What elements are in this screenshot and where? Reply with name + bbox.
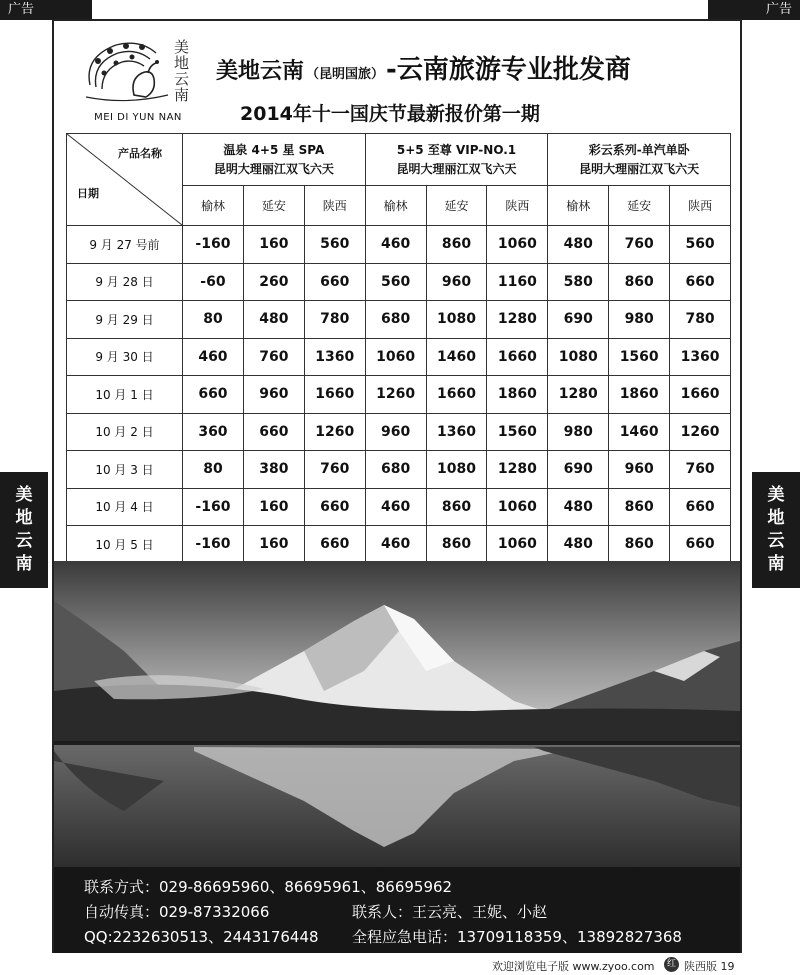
table-row xyxy=(67,451,731,489)
price-cell: 780 xyxy=(670,301,731,339)
date-cell: 9 月 29 日 xyxy=(67,301,183,339)
price-cell: 1280 xyxy=(487,301,548,339)
brand-note: （昆明国旅） xyxy=(306,67,385,82)
price-cell: 560 xyxy=(670,226,731,264)
contact-phones: 联系方式：029-86695960、86695961、86695962 xyxy=(84,878,453,896)
ad-tag-right: 广告 xyxy=(708,0,800,20)
price-subtitle: 2014年十一国庆节最新报价第一期 xyxy=(240,103,540,125)
price-cell: 860 xyxy=(426,488,487,526)
city-header: 榆林 xyxy=(548,186,609,226)
price-cell: 1260 xyxy=(670,413,731,451)
price-cell: 760 xyxy=(670,451,731,489)
price-cell: 690 xyxy=(548,451,609,489)
table-row xyxy=(67,338,731,376)
logo-english: MEI DI YUN NAN xyxy=(94,112,182,123)
price-cell: 1660 xyxy=(304,376,365,414)
price-cell: 660 xyxy=(304,526,365,564)
price-cell: 760 xyxy=(609,226,670,264)
footer-website: 欢迎浏览电子版 www.zyoo.com xyxy=(492,960,655,973)
table-row xyxy=(67,526,731,564)
price-cell: 1360 xyxy=(426,413,487,451)
price-cell: 860 xyxy=(426,226,487,264)
date-cell: 10 月 3 日 xyxy=(67,451,183,489)
table-row xyxy=(67,376,731,414)
price-cell: 80 xyxy=(183,301,244,339)
price-cell: 1280 xyxy=(548,376,609,414)
side-tab-left: 美 地 云 南 xyxy=(0,472,48,588)
price-cell: 480 xyxy=(548,488,609,526)
footer-edition: 陕西版 19 xyxy=(684,960,735,973)
price-cell: 260 xyxy=(243,263,304,301)
table-row xyxy=(67,226,731,264)
brand-logo xyxy=(76,35,200,123)
price-cell: 860 xyxy=(609,263,670,301)
price-cell: 1080 xyxy=(548,338,609,376)
price-cell: 860 xyxy=(426,526,487,564)
mountain-reflection-image xyxy=(54,561,740,867)
package-header-1: 温泉 4+5 星 SPA 昆明大理丽江双飞六天 xyxy=(183,134,366,186)
price-table xyxy=(66,133,731,564)
price-cell: 480 xyxy=(243,301,304,339)
price-cell: 1060 xyxy=(487,226,548,264)
price-cell: 1060 xyxy=(487,488,548,526)
price-cell: 1860 xyxy=(609,376,670,414)
price-cell: 460 xyxy=(365,488,426,526)
contact-emergency: 全程应急电话：13709118359、13892827368 xyxy=(352,928,682,946)
city-header: 延安 xyxy=(609,186,670,226)
price-cell: 1360 xyxy=(670,338,731,376)
table-row xyxy=(67,263,731,301)
price-cell: 560 xyxy=(304,226,365,264)
contact-people: 联系人：王云亮、王妮、小赵 xyxy=(352,903,548,921)
corner-product-label: 产品名称 xyxy=(118,147,162,160)
city-header: 陕西 xyxy=(670,186,731,226)
price-cell: 1060 xyxy=(487,526,548,564)
price-cell: 1060 xyxy=(365,338,426,376)
price-cell: -160 xyxy=(183,526,244,564)
price-cell: 660 xyxy=(670,526,731,564)
price-cell: 1460 xyxy=(426,338,487,376)
page-footer xyxy=(0,956,800,975)
price-cell: 1660 xyxy=(670,376,731,414)
price-cell: -160 xyxy=(183,488,244,526)
price-cell: 660 xyxy=(304,488,365,526)
corner-date-label: 日期 xyxy=(77,187,99,200)
contact-panel xyxy=(54,867,740,953)
table-row xyxy=(67,301,731,339)
brand-name: 美地云南 xyxy=(216,59,305,84)
price-cell: 660 xyxy=(304,263,365,301)
price-cell: 690 xyxy=(548,301,609,339)
price-cell: 980 xyxy=(548,413,609,451)
city-header: 延安 xyxy=(243,186,304,226)
price-cell: 380 xyxy=(243,451,304,489)
price-cell: 1560 xyxy=(487,413,548,451)
price-cell: 460 xyxy=(365,526,426,564)
price-cell: 1460 xyxy=(609,413,670,451)
price-cell: 660 xyxy=(243,413,304,451)
header xyxy=(54,21,740,131)
price-cell: 860 xyxy=(609,526,670,564)
date-cell: 10 月 2 日 xyxy=(67,413,183,451)
price-cell: 960 xyxy=(365,413,426,451)
price-cell: 680 xyxy=(365,301,426,339)
price-cell: 1080 xyxy=(426,301,487,339)
contact-fax: 自动传真：029-87332066 xyxy=(84,903,270,921)
package-header-2: 5+5 至尊 VIP-NO.1 昆明大理丽江双飞六天 xyxy=(365,134,548,186)
price-cell: -60 xyxy=(183,263,244,301)
price-cell: 760 xyxy=(304,451,365,489)
table-row xyxy=(67,413,731,451)
city-header: 延安 xyxy=(426,186,487,226)
price-cell: 1660 xyxy=(487,338,548,376)
headline xyxy=(216,49,631,86)
price-cell: 480 xyxy=(548,526,609,564)
price-cell: 1660 xyxy=(426,376,487,414)
ad-tag-left: 广告 xyxy=(0,0,92,20)
price-cell: 660 xyxy=(183,376,244,414)
price-cell: 660 xyxy=(670,488,731,526)
mountain-lake-photo xyxy=(54,561,740,867)
price-cell: 480 xyxy=(548,226,609,264)
price-cell: 980 xyxy=(609,301,670,339)
price-cell: 1160 xyxy=(487,263,548,301)
ad-page xyxy=(52,19,742,953)
city-header: 陕西 xyxy=(304,186,365,226)
price-cell: 960 xyxy=(609,451,670,489)
price-cell: 1080 xyxy=(426,451,487,489)
date-cell: 10 月 5 日 xyxy=(67,526,183,564)
price-cell: 160 xyxy=(243,526,304,564)
price-cell: 1260 xyxy=(365,376,426,414)
side-tab-right: 美 地 云 南 xyxy=(752,472,800,588)
city-header: 陕西 xyxy=(487,186,548,226)
price-cell: 560 xyxy=(365,263,426,301)
price-cell: 160 xyxy=(243,488,304,526)
table-row xyxy=(67,488,731,526)
brand-tagline: -云南旅游专业批发商 xyxy=(386,55,631,85)
price-cell: 680 xyxy=(365,451,426,489)
date-cell: 9 月 30 日 xyxy=(67,338,183,376)
edition-mark-icon: 红 xyxy=(664,957,679,972)
price-cell: 760 xyxy=(243,338,304,376)
price-cell: 1360 xyxy=(304,338,365,376)
package-header-3: 彩云系列-单汽单卧 昆明大理丽江双飞六天 xyxy=(548,134,731,186)
logo-calligraphy: 美地云南 xyxy=(174,38,190,104)
price-cell: 1280 xyxy=(487,451,548,489)
price-cell: 80 xyxy=(183,451,244,489)
price-cell: 660 xyxy=(670,263,731,301)
price-rows xyxy=(67,226,731,564)
price-cell: 160 xyxy=(243,226,304,264)
date-cell: 9 月 27 号前 xyxy=(67,226,183,264)
price-cell: 580 xyxy=(548,263,609,301)
city-header: 榆林 xyxy=(365,186,426,226)
price-cell: 960 xyxy=(243,376,304,414)
price-cell: 1860 xyxy=(487,376,548,414)
price-cell: 960 xyxy=(426,263,487,301)
price-cell: 1560 xyxy=(609,338,670,376)
price-cell: 460 xyxy=(365,226,426,264)
table-corner-cell xyxy=(67,134,183,226)
city-header: 榆林 xyxy=(183,186,244,226)
price-cell: 360 xyxy=(183,413,244,451)
price-cell: 460 xyxy=(183,338,244,376)
price-cell: -160 xyxy=(183,226,244,264)
date-cell: 9 月 28 日 xyxy=(67,263,183,301)
date-cell: 10 月 4 日 xyxy=(67,488,183,526)
price-cell: 1260 xyxy=(304,413,365,451)
contact-qq: QQ:2232630513、2443176448 xyxy=(84,928,319,946)
date-cell: 10 月 1 日 xyxy=(67,376,183,414)
price-cell: 860 xyxy=(609,488,670,526)
price-cell: 780 xyxy=(304,301,365,339)
